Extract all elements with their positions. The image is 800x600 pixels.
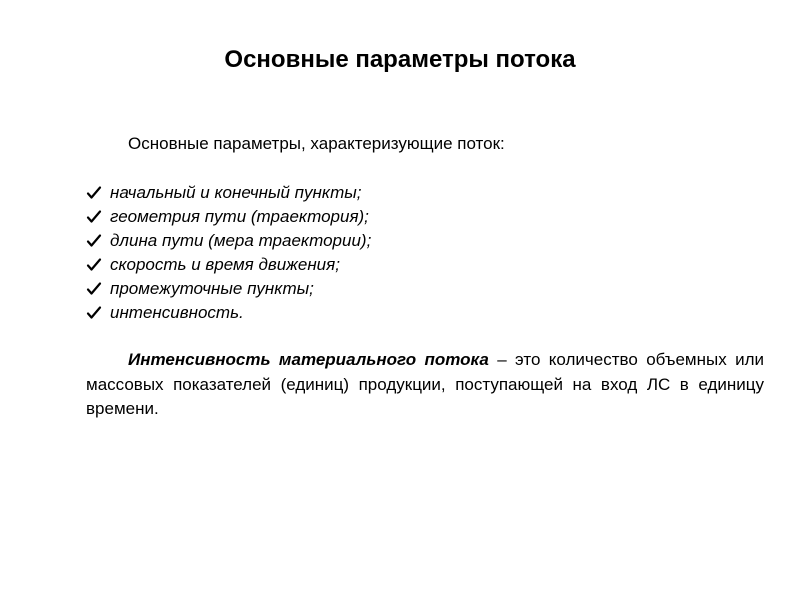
- list-item: [86, 181, 371, 205]
- list-item-text: скорость и время движения;: [110, 255, 340, 274]
- checkmark-icon: [86, 185, 102, 201]
- list-item: [86, 229, 371, 253]
- list-item-text: начальный и конечный пункты;: [110, 183, 362, 202]
- checkmark-icon: [86, 209, 102, 225]
- intro-text: Основные параметры, характеризующие поток:: [128, 134, 505, 153]
- checkmark-icon: [86, 233, 102, 249]
- slide-title: Основные параметры потока: [224, 46, 576, 73]
- checkmark-icon: [86, 257, 102, 273]
- checkmark-icon: [86, 305, 102, 321]
- definition-text: – это количество объемных или массовых показателей (единиц) продукции, поступающей на вход ЛС в единицу времени.: [86, 350, 765, 418]
- list-item-text: промежуточные пункты;: [110, 279, 314, 298]
- list-item-text: интенсивность.: [110, 303, 244, 322]
- definition-term: Интенсивность материального потока: [128, 350, 489, 369]
- list-item: [86, 253, 371, 277]
- parameters-list: [86, 181, 371, 325]
- definition-paragraph: [86, 348, 764, 422]
- list-item-text: длина пути (мера траектории);: [110, 231, 372, 250]
- list-item: [86, 205, 371, 229]
- list-item: [86, 301, 371, 325]
- checkmark-icon: [86, 281, 102, 297]
- list-item: [86, 277, 371, 301]
- list-item-text: геометрия пути (траектория);: [110, 207, 369, 226]
